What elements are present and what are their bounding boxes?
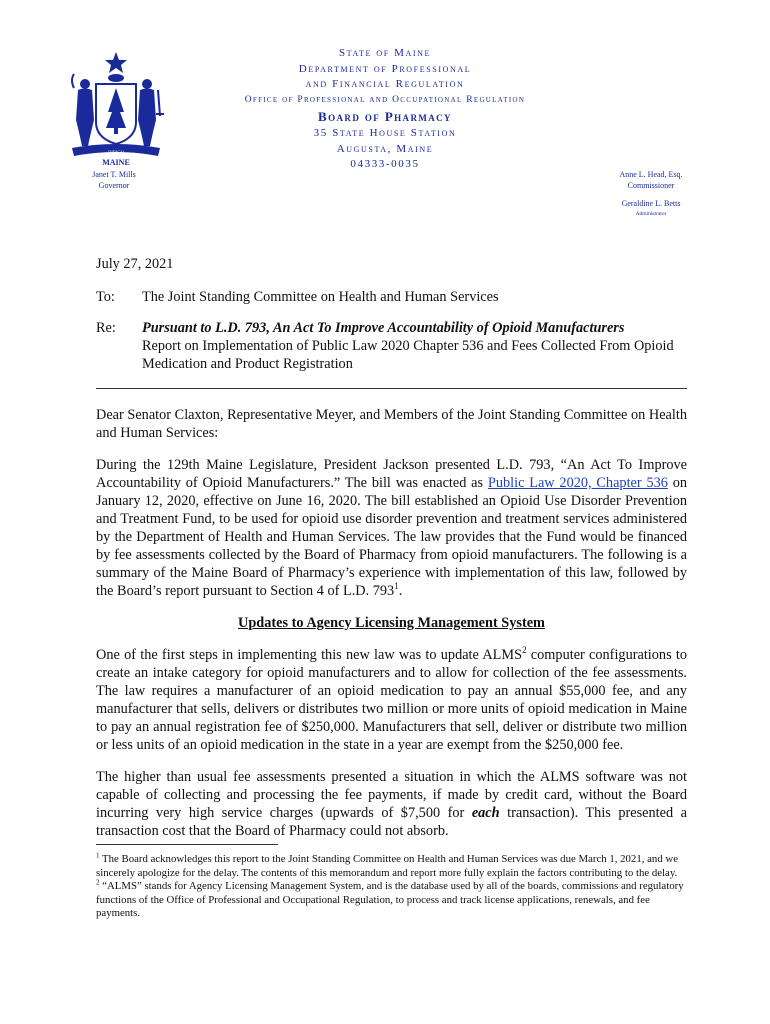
letterhead-board: Board of Pharmacy (318, 109, 452, 124)
paragraph-fees-text: The higher than usual fee assessments presented a situation in which the ALMS software was not capable of collecting and processing the fee payments, if made by credit card, without the Board incurring very high service charges (upwards of $7,500 for (96, 769, 687, 821)
letterhead-state: State of Maine (338, 47, 432, 59)
footnote-1-text: The Board acknowledges this report to the Joint Standing Committee on Health and Human Services was due March 1, 2021, and we sincerely apologize for the delay. The contents of this memorandum and report more fully explain the factors contributing to the delay. (96, 853, 679, 879)
memo-body (96, 255, 687, 921)
emphasis-each: each (471, 805, 500, 821)
paragraph-alms-text: One of the first steps in implementing this new law was to update ALMS (96, 647, 523, 663)
paragraph-intro-text: During the 129th Maine Legislature, President Jackson presented L.D. 793, “An Act To Improve Accountability of Opioid Manufacturers.” The bill was enacted as (96, 457, 687, 491)
footnote-2-text: “ALMS” stands for Agency Licensing Management System, and is the database used by all of the boards, commissions and regulatory functions of the Office of Professional and Occupational Regulation, to process and track license applications, renewals, and fee payments. (96, 880, 684, 919)
footnote-2 (96, 880, 687, 921)
governor-name: Janet T. Mills (92, 170, 136, 179)
letterhead (170, 46, 600, 173)
memo-date: July 27, 2021 (96, 256, 174, 272)
paragraph-alms-text-cont: computer configurations to create an intake category for opioid manufacturers and to allow for collection of the fee assessments. The law requires a manufacturer of an opioid medication to pay an annual $55,000 fee, and any manufacturer that sells, delivers or distributes two million or more units of opioid medication in Maine to pay an annual registration fee of $250,000. Manufacturers that sell, deliver or distribute two million or less units of an opioid medication in the state in a year are exempt from the $250,000 fee. (96, 647, 687, 753)
footnotes (96, 853, 687, 921)
footnote-1-number: 1 (96, 851, 100, 860)
letterhead-city: Augusta, Maine (336, 142, 434, 155)
commissioner-name: Anne L. Head, Esq. (619, 170, 683, 179)
paragraph-alms (96, 646, 687, 754)
seal-motto: DIRIGO (108, 149, 124, 155)
paragraph-fees (96, 768, 687, 840)
section-heading: Updates to Agency Licensing Management System (238, 615, 545, 631)
public-law-link[interactable]: Public Law 2020, Chapter 536 (487, 475, 668, 491)
memo-re-title: Pursuant to L.D. 793, An Act To Improve Accountability of Opioid Manufacturers (142, 320, 625, 336)
state-of-maine-seal-icon (66, 50, 166, 168)
salutation: Dear Senator Claxton, Representative Meyer, and Members of the Joint Standing Committee on Health and Human Services: (96, 407, 687, 441)
governor-title: Governor (98, 181, 130, 190)
paragraph-intro-text-cont: on January 12, 2020, effective on June 16, 2020. The bill established an Opioid Use Disorder Prevention and Treatment Fund, to be used for opioid use disorder prevention and treatment services administered by the Department of Health and Human Services. The law provides that the Fund would be financed by fee assessments collected by the Board of Pharmacy from opioid manufacturers. The following is a summary of the Maine Board of Pharmacy’s experience with implementation of this law, followed by the Board’s report pursuant to Section 4 of L.D. 793 (96, 475, 688, 599)
divider (96, 388, 687, 389)
paragraph-intro (96, 456, 687, 600)
memo-to-value: The Joint Standing Committee on Health and Human Services (142, 289, 499, 305)
footnote-1 (96, 853, 687, 880)
footnote-ref-2[interactable]: 2 (522, 645, 527, 656)
memo-re (96, 319, 687, 373)
footnote-2-number: 2 (96, 878, 100, 887)
letterhead-department: Department of Professional (298, 62, 472, 75)
memo-to-label: To: (96, 289, 115, 305)
memo-re-label: Re: (96, 320, 116, 336)
letterhead-street: 35 State House Station (313, 127, 457, 139)
paragraph-fees-text-cont: transaction). This presented a transaction cost that the Board of Pharmacy could not absorb. (96, 805, 687, 839)
letterhead-zip: 04333-0035 (350, 158, 420, 170)
paragraph-intro-end: . (398, 583, 403, 599)
memo-to (96, 288, 687, 306)
commissioner-title: Commissioner (627, 181, 675, 190)
commissioner-block (596, 169, 706, 220)
administrator-title: Administrator (635, 211, 667, 217)
governor-block (62, 169, 166, 191)
letterhead-office: Office of Professional and Occupational Regulation (244, 94, 526, 105)
seal-text: MAINE (102, 158, 130, 167)
footnote-ref-1[interactable]: 1 (394, 581, 399, 592)
administrator-name: Geraldine L. Betts (621, 199, 681, 208)
memo-re-subtitle: Report on Implementation of Public Law 2020 Chapter 536 and Fees Collected From Opioid Medication and Product Registration (142, 338, 674, 372)
letterhead-bureau: and Financial Regulation (305, 78, 465, 90)
footnote-divider (96, 844, 278, 845)
